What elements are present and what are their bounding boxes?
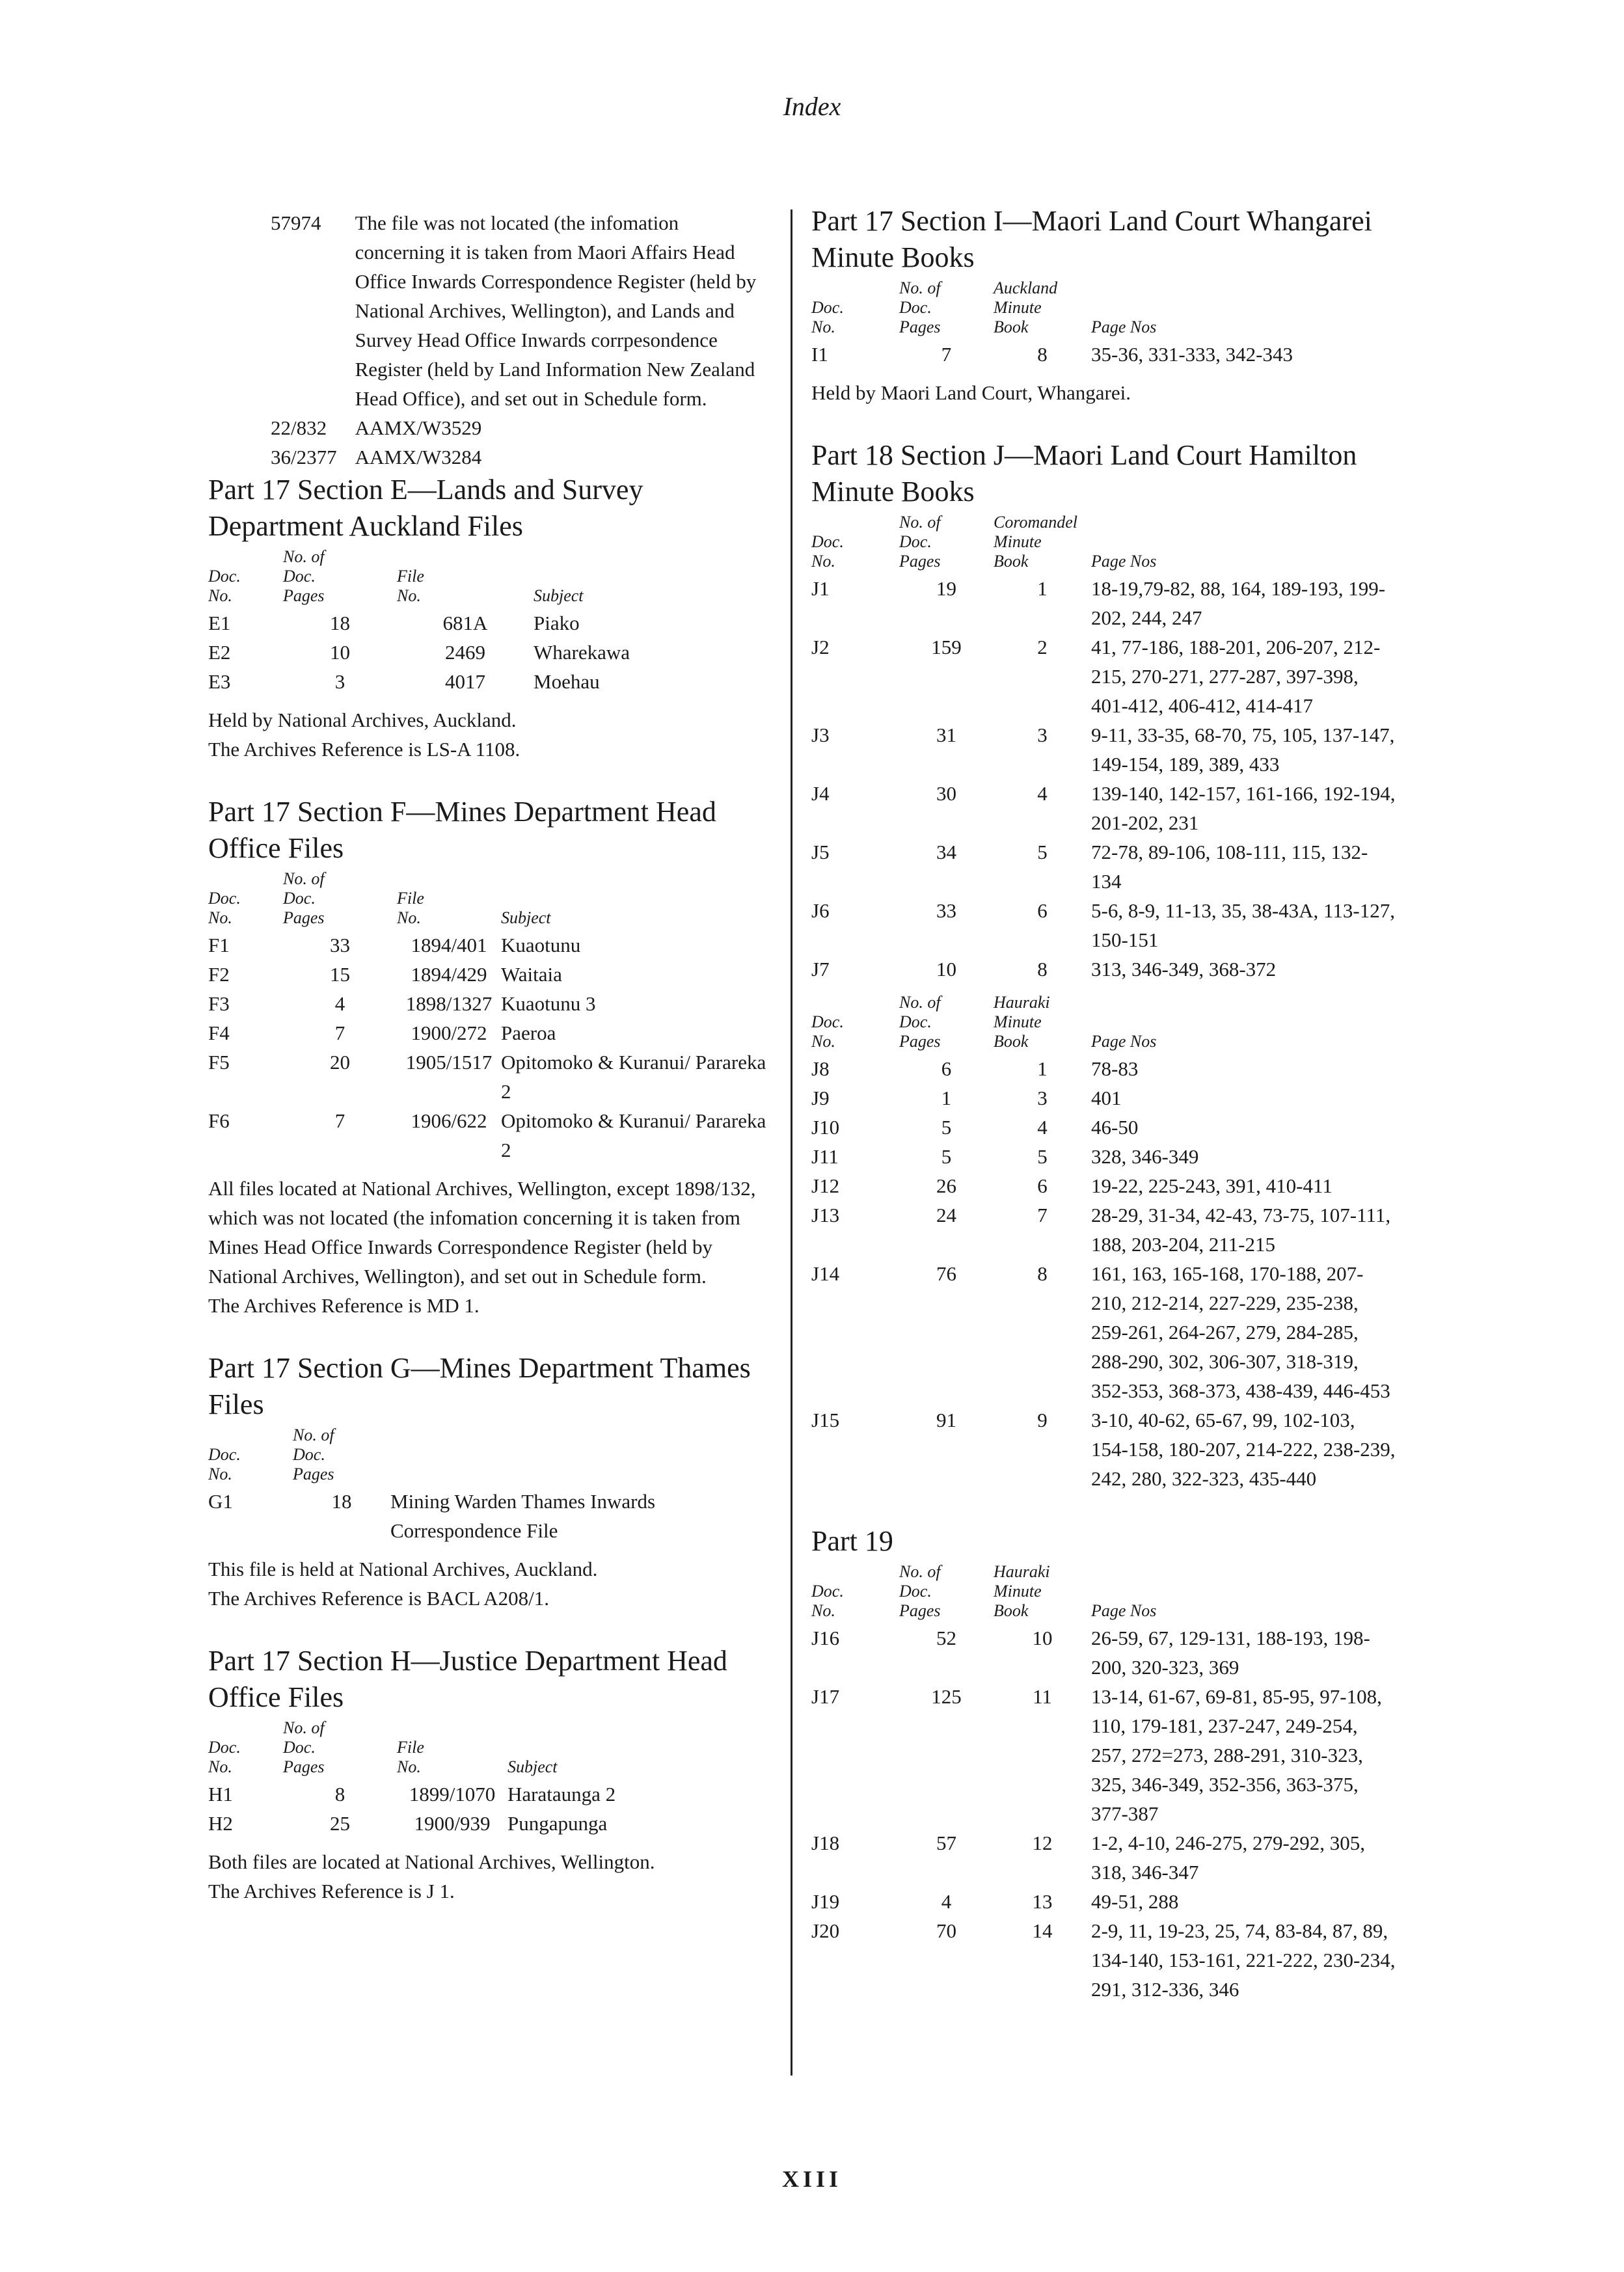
table-cell: 6: [941, 1057, 952, 1080]
table-cell: 26: [936, 1174, 956, 1197]
table-cell: 2-9, 11, 19-23, 25, 74, 83-84, 87, 89, 134-140, 153-161, 221-222, 230-234, 291, 312-336, 346: [1091, 1919, 1396, 2001]
section-h-table: [208, 1718, 768, 1838]
table-cell: 8: [1037, 958, 1048, 980]
table-cell: 9: [1037, 1409, 1048, 1431]
table-cell: 328, 346-349: [1091, 1145, 1199, 1168]
table-cell: 36/2377: [271, 446, 337, 468]
table-cell: Opitomoko & Kuranui/ Parareka 2: [501, 1109, 766, 1161]
table-row: [811, 896, 1397, 954]
table-cell: 5: [1037, 841, 1048, 863]
note-text: The Archives Reference is LS-A 1108.: [208, 738, 521, 761]
table-row: [208, 1018, 768, 1048]
note-text: This file is held at National Archives, Auckland.: [208, 1558, 598, 1580]
table-cell: J20: [811, 1919, 840, 1942]
table-cell: Kuaotunu 3: [501, 992, 596, 1015]
table-cell: 7: [941, 343, 952, 366]
table-row: [271, 442, 768, 472]
column-header: No. of Doc. Pages: [283, 547, 325, 605]
table-row: [811, 837, 1397, 896]
table-cell: 4: [1037, 782, 1048, 805]
table-header-row: [811, 278, 1397, 340]
table-cell: The file was not located (the infomation concerning it is taken from Maori Affairs Head Office Inwards Correspondence Register (held by National Archives, Wellington), and Lands and Survey Head Office Inwards corrpesondence Register (held by Land Information New Zealand Head Office), and set out in Schedule form.: [355, 211, 757, 410]
table-cell: 78-83: [1091, 1057, 1139, 1080]
table-cell: 5: [1037, 1145, 1048, 1168]
table-cell: 1: [1037, 577, 1048, 600]
note-text: The Archives Reference is J 1.: [208, 1880, 455, 1902]
table-cell: 161, 163, 165-168, 170-188, 207-210, 212-214, 227-229, 235-238, 259-261, 264-267, 279, 284-285, 288-290, 302, 306-307, 318-319, 352-353, 368-373, 438-439, 446-453: [1091, 1262, 1390, 1402]
table-cell: 6: [1037, 899, 1048, 922]
note-text: All files located at National Archives, Wellington, except 1898/132, which was not located (the infomation concerning it is taken from Mines Head Office Inwards Correspondence Register (held by National Archives, Wellington), and set out in Schedule form.: [208, 1177, 756, 1288]
table-cell: 20: [330, 1051, 350, 1074]
table-cell: I1: [811, 343, 828, 366]
table-cell: J1: [811, 577, 830, 600]
column-header: Doc. No.: [208, 1445, 241, 1483]
table-cell: Harataunga 2: [508, 1783, 616, 1805]
section-f-title: Part 17 Section F—Mines Department Head Office Files: [208, 796, 716, 864]
table-row: [811, 1200, 1397, 1259]
column-header: No. of Doc. Pages: [899, 278, 941, 336]
section-i-table: [811, 278, 1397, 369]
table-cell: J17: [811, 1685, 840, 1708]
table-cell: 3-10, 40-62, 65-67, 99, 102-103, 154-158, 180-207, 214-222, 238-239, 242, 280, 322-323, 435-440: [1091, 1409, 1396, 1490]
table-cell: 7: [334, 1021, 345, 1044]
table-cell: J19: [811, 1890, 840, 1913]
table-cell: F5: [208, 1051, 230, 1074]
table-cell: 10: [330, 641, 350, 664]
table-cell: 35-36, 331-333, 342-343: [1091, 343, 1293, 366]
section-f-table: [208, 869, 768, 1165]
table-cell: 6: [1037, 1174, 1048, 1197]
table-header-row: [811, 993, 1397, 1054]
section-h-title: Part 17 Section H—Justice Department Head Office Files: [208, 1645, 727, 1713]
section-e-body: [208, 608, 755, 696]
section-i-title: Part 17 Section I—Maori Land Court Whangarei Minute Books: [811, 205, 1372, 273]
table-row: [811, 1054, 1397, 1083]
table-cell: 8: [1037, 1262, 1048, 1285]
section-g-body: [208, 1487, 755, 1545]
table-cell: 313, 346-349, 368-372: [1091, 958, 1277, 980]
column-header: Hauraki Minute Book: [994, 993, 1050, 1051]
section-g-header: [208, 1426, 755, 1487]
table-cell: 12: [1032, 1832, 1053, 1854]
table-cell: E1: [208, 612, 231, 634]
table-cell: F1: [208, 934, 230, 956]
table-cell: 25: [330, 1812, 350, 1835]
section-j-table-a: [811, 513, 1397, 984]
table-row: [208, 1809, 768, 1838]
table-cell: F6: [208, 1109, 230, 1132]
table-row: [208, 1106, 768, 1165]
table-cell: F4: [208, 1021, 230, 1044]
section-g-table: [208, 1426, 755, 1545]
table-cell: 19-22, 225-243, 391, 410-411: [1091, 1174, 1333, 1197]
table-cell: 13: [1032, 1890, 1053, 1913]
column-header: Page Nos: [1091, 552, 1157, 571]
table-cell: Moehau: [534, 670, 600, 693]
table-row: [811, 1405, 1397, 1493]
table-cell: 1894/429: [411, 963, 487, 986]
section-j-body-a: [811, 574, 1397, 984]
table-row: [208, 989, 768, 1018]
table-cell: 11: [1033, 1685, 1052, 1708]
table-cell: J13: [811, 1204, 840, 1226]
table-row: [271, 208, 768, 413]
table-cell: J11: [811, 1145, 839, 1168]
table-cell: 7: [334, 1109, 345, 1132]
table-cell: 4017: [445, 670, 485, 693]
table-cell: 18: [330, 612, 350, 634]
column-header: Doc. No.: [208, 889, 241, 927]
section-j-title: Part 18 Section J—Maori Land Court Hamilton Minute Books: [811, 439, 1357, 507]
table-row: [208, 608, 755, 638]
table-cell: J6: [811, 899, 830, 922]
table-cell: 139-140, 142-157, 161-166, 192-194, 201-202, 231: [1091, 782, 1396, 834]
table-cell: Opitomoko & Kuranui/ Parareka 2: [501, 1051, 766, 1103]
section-e-title: Part 17 Section E—Lands and Survey Department Auckland Files: [208, 474, 643, 542]
table-cell: F3: [208, 992, 230, 1015]
column-header: Doc. No.: [811, 532, 844, 571]
table-cell: 33: [936, 899, 956, 922]
column-header: Subject: [508, 1757, 558, 1776]
table-row: [208, 1048, 768, 1106]
table-cell: 8: [334, 1783, 345, 1805]
column-header: Subject: [534, 586, 584, 605]
table-cell: 22/832: [271, 416, 327, 439]
table-cell: 2469: [445, 641, 485, 664]
table-cell: 33: [330, 934, 350, 956]
table-cell: 159: [931, 636, 962, 658]
table-cell: J16: [811, 1627, 840, 1649]
section-j-header-a: [811, 513, 1397, 574]
table-cell: 18: [331, 1490, 352, 1513]
table-cell: J14: [811, 1262, 840, 1285]
table-cell: 52: [936, 1627, 956, 1649]
column-header: Doc. No.: [811, 1012, 844, 1051]
column-header: Page Nos: [1091, 1601, 1157, 1620]
part-19-title: Part 19: [811, 1525, 893, 1557]
table-cell: AAMX/W3529: [355, 416, 482, 439]
table-cell: 1: [941, 1087, 952, 1109]
table-cell: Pungapunga: [508, 1812, 608, 1835]
table-row: [811, 1259, 1397, 1405]
table-cell: J9: [811, 1087, 830, 1109]
table-cell: 10: [1032, 1627, 1053, 1649]
table-cell: Paeroa: [501, 1021, 556, 1044]
column-header: Hauraki Minute Book: [994, 1562, 1050, 1620]
column-header: Page Nos: [1091, 1032, 1157, 1051]
table-header-row: [208, 547, 755, 608]
table-cell: J3: [811, 724, 830, 746]
column-header: Doc. No.: [811, 298, 844, 336]
section-i-notes: [811, 378, 1397, 407]
table-cell: 1900/272: [411, 1021, 487, 1044]
table-cell: Wharekawa: [534, 641, 630, 664]
table-cell: 10: [936, 958, 956, 980]
table-header-row: [811, 513, 1397, 574]
note-text: Both files are located at National Archives, Wellington.: [208, 1850, 655, 1873]
column-header: No. of Doc. Pages: [293, 1426, 334, 1483]
table-cell: J15: [811, 1409, 840, 1431]
table-row: [811, 1828, 1397, 1887]
table-row: [811, 1142, 1397, 1171]
section-f-body: [208, 930, 768, 1165]
column-header: Auckland Minute Book: [994, 278, 1058, 336]
section-i-header: [811, 278, 1397, 340]
table-cell: J18: [811, 1832, 840, 1854]
table-cell: AAMX/W3284: [355, 446, 482, 468]
column-header: Coromandel Minute Book: [994, 513, 1078, 571]
table-cell: J8: [811, 1057, 830, 1080]
table-header-row: [208, 869, 768, 930]
column-header: Page Nos: [1091, 318, 1157, 336]
table-row: [811, 632, 1397, 720]
table-cell: 46-50: [1091, 1116, 1139, 1139]
table-cell: 7: [1037, 1204, 1048, 1226]
column-header: File No.: [397, 1738, 424, 1776]
table-cell: 1899/1070: [409, 1783, 496, 1805]
table-cell: 19: [936, 577, 956, 600]
table-cell: 9-11, 33-35, 68-70, 75, 105, 137-147, 149-154, 189, 389, 433: [1091, 724, 1395, 776]
table-cell: 1-2, 4-10, 246-275, 279-292, 305, 318, 346-347: [1091, 1832, 1366, 1884]
table-cell: 4: [334, 992, 345, 1015]
table-cell: 5: [941, 1116, 952, 1139]
table-cell: 26-59, 67, 129-131, 188-193, 198-200, 320-323, 369: [1091, 1627, 1370, 1679]
section-h-body: [208, 1779, 768, 1838]
column-header: File No.: [397, 889, 424, 927]
table-cell: 49-51, 288: [1091, 1890, 1179, 1913]
table-row: [811, 1171, 1397, 1200]
table-cell: 5-6, 8-9, 11-13, 35, 38-43A, 113-127, 150-151: [1091, 899, 1395, 951]
table-cell: J12: [811, 1174, 840, 1197]
table-row: [208, 960, 768, 989]
part-19-table: [811, 1562, 1397, 2004]
table-cell: 70: [936, 1919, 956, 1942]
table-cell: G1: [208, 1490, 233, 1513]
table-cell: 4: [941, 1890, 952, 1913]
table-cell: 13-14, 61-67, 69-81, 85-95, 97-108, 110, 179-181, 237-247, 249-254, 257, 272=273, 288-291, 310-323, 325, 346-349, 352-356, 363-375, 377-387: [1091, 1685, 1382, 1825]
section-g-title: Part 17 Section G—Mines Department Thames Files: [208, 1352, 751, 1420]
section-h-notes: [208, 1847, 768, 1906]
table-cell: Kuaotunu: [501, 934, 581, 956]
table-row: [271, 413, 768, 442]
table-row: [811, 779, 1397, 837]
left-column: [208, 208, 768, 1906]
section-j-header-b: [811, 993, 1397, 1054]
table-cell: 24: [936, 1204, 956, 1226]
table-cell: 4: [1037, 1116, 1048, 1139]
table-cell: 1905/1517: [405, 1051, 493, 1074]
page-number: XIII: [781, 2166, 843, 2192]
table-cell: 31: [936, 724, 956, 746]
top-entries-table: [271, 208, 768, 472]
table-row: [811, 1682, 1397, 1828]
column-header: Subject: [501, 908, 551, 927]
table-row: [811, 1113, 1397, 1142]
table-cell: J2: [811, 636, 830, 658]
section-h-header: [208, 1718, 768, 1779]
table-row: [811, 954, 1397, 984]
table-header-row: [208, 1718, 768, 1779]
table-cell: H1: [208, 1783, 233, 1805]
table-cell: 1894/401: [411, 934, 487, 956]
running-head: Index: [783, 92, 841, 121]
table-cell: F2: [208, 963, 230, 986]
table-row: [811, 1916, 1397, 2004]
note-text: The Archives Reference is MD 1.: [208, 1294, 480, 1317]
table-cell: 28-29, 31-34, 42-43, 73-75, 107-111, 188, 203-204, 211-215: [1091, 1204, 1391, 1256]
table-cell: Piako: [534, 612, 580, 634]
table-cell: 18-19,79-82, 88, 164, 189-193, 199-202, 244, 247: [1091, 577, 1386, 629]
section-i-body: [811, 340, 1397, 369]
table-cell: 15: [330, 963, 350, 986]
table-cell: E3: [208, 670, 231, 693]
section-g-notes: [208, 1554, 768, 1613]
note-text: Held by National Archives, Auckland.: [208, 709, 517, 731]
section-e-notes: [208, 705, 768, 764]
table-row: [208, 930, 768, 960]
column-header: No. of Doc. Pages: [899, 513, 941, 571]
table-cell: H2: [208, 1812, 233, 1835]
table-cell: J10: [811, 1116, 840, 1139]
table-cell: 1: [1037, 1057, 1048, 1080]
column-header: File No.: [397, 567, 424, 605]
table-cell: 3: [1037, 724, 1048, 746]
table-cell: 34: [936, 841, 956, 863]
section-f-notes: [208, 1174, 768, 1320]
column-header: No. of Doc. Pages: [283, 1718, 325, 1776]
table-cell: 8: [1037, 343, 1048, 366]
table-cell: 681A: [442, 612, 488, 634]
table-cell: 57974: [271, 211, 321, 234]
table-cell: J4: [811, 782, 830, 805]
note-text: Held by Maori Land Court, Whangarei.: [811, 381, 1131, 404]
column-header: Doc. No.: [208, 567, 241, 605]
table-row: [208, 1779, 768, 1809]
table-row: [811, 1887, 1397, 1916]
table-cell: 14: [1032, 1919, 1053, 1942]
note-text: The Archives Reference is BACL A208/1.: [208, 1587, 550, 1610]
table-row: [811, 340, 1397, 369]
column-header: [390, 1426, 755, 1487]
section-f-header: [208, 869, 768, 930]
table-cell: J7: [811, 958, 830, 980]
top-entries-body: [271, 208, 768, 472]
table-cell: J5: [811, 841, 830, 863]
column-header: Doc. No.: [208, 1738, 241, 1776]
table-cell: 41, 77-186, 188-201, 206-207, 212-215, 270-271, 277-287, 397-398, 401-412, 406-412, 414-417: [1091, 636, 1381, 717]
table-cell: 2: [1037, 636, 1048, 658]
section-e-table: [208, 547, 755, 696]
table-cell: Mining Warden Thames Inwards Correspondence File: [390, 1490, 656, 1542]
table-cell: 1898/1327: [405, 992, 493, 1015]
column-header: No. of Doc. Pages: [899, 1562, 941, 1620]
table-header-row: [208, 1426, 755, 1487]
table-row: [811, 1083, 1397, 1113]
table-cell: 72-78, 89-106, 108-111, 115, 132-134: [1091, 841, 1368, 893]
table-cell: 125: [931, 1685, 962, 1708]
table-row: [208, 667, 755, 696]
table-cell: 401: [1091, 1087, 1122, 1109]
column-divider: [791, 210, 792, 2076]
table-row: [208, 1487, 755, 1545]
table-cell: 76: [936, 1262, 956, 1285]
table-cell: 5: [941, 1145, 952, 1168]
part-19-header: [811, 1562, 1397, 1623]
table-cell: 91: [936, 1409, 956, 1431]
table-cell: Waitaia: [501, 963, 562, 986]
table-cell: 3: [1037, 1087, 1048, 1109]
section-e-header: [208, 547, 755, 608]
table-cell: 1906/622: [411, 1109, 487, 1132]
section-j-body-b: [811, 1054, 1397, 1493]
table-cell: 57: [936, 1832, 956, 1854]
column-header: No. of Doc. Pages: [899, 993, 941, 1051]
table-cell: 30: [936, 782, 956, 805]
right-column: [811, 203, 1397, 2004]
table-header-row: [811, 1562, 1397, 1623]
table-cell: E2: [208, 641, 231, 664]
column-header: Doc. No.: [811, 1582, 844, 1620]
part-19-body: [811, 1623, 1397, 2004]
table-row: [208, 638, 755, 667]
table-cell: 3: [334, 670, 345, 693]
table-row: [811, 1623, 1397, 1682]
column-header: No. of Doc. Pages: [283, 869, 325, 927]
table-row: [811, 720, 1397, 779]
table-cell: 1900/939: [414, 1812, 491, 1835]
section-j-table-b: [811, 993, 1397, 1493]
table-row: [811, 574, 1397, 632]
